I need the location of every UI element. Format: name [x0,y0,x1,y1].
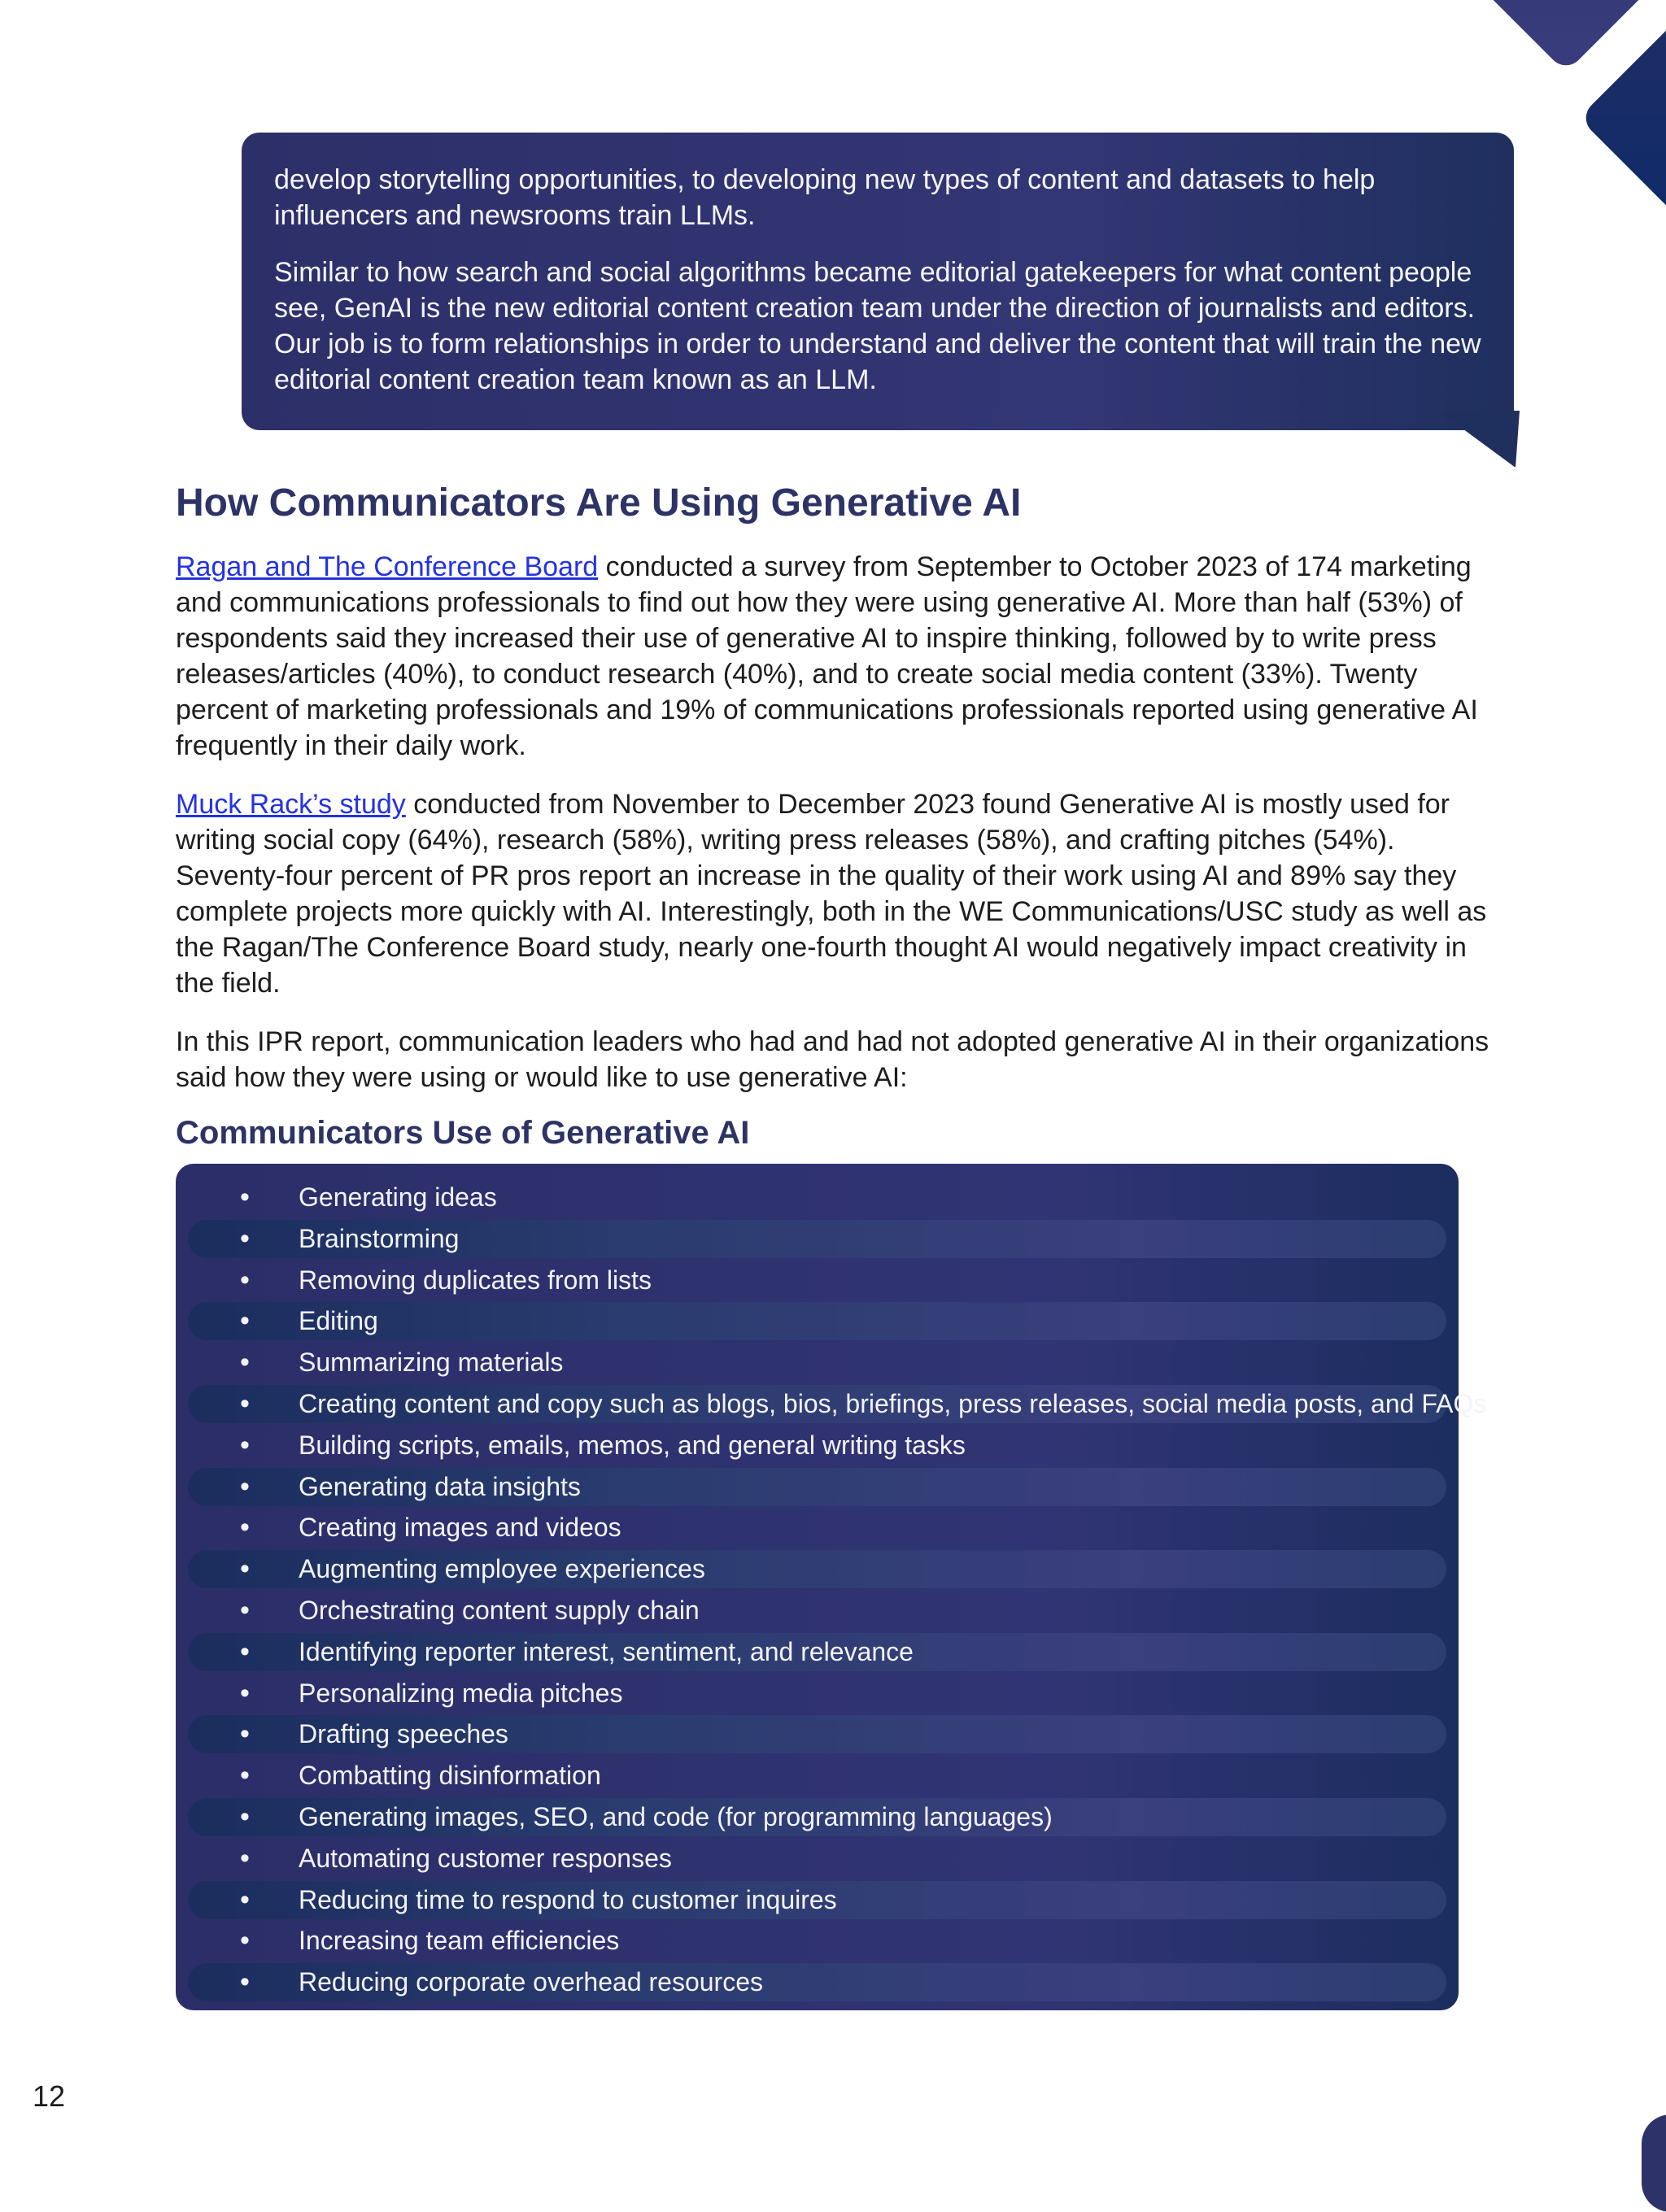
list-item [188,1840,1446,1878]
quote-paragraph-1: develop storytelling opportunities, to developing new types of content and datasets to help influencers and newsrooms train LLMs. [274,164,1376,231]
list-item-text: Increasing team efficiencies [299,1926,620,1956]
decorative-corner-shape-bottom [1642,2114,1666,2212]
list-item-text: Reducing corporate overhead resources [299,1967,763,1997]
bullet-icon: • [240,1429,250,1461]
muck-rack-study-link[interactable]: Muck Rack’s study [176,789,406,820]
list-item-text: Automating customer responses [299,1843,672,1873]
list-item [188,1220,1446,1258]
bullet-icon: • [240,1677,250,1709]
list-item [188,1881,1446,1919]
list-item [188,1757,1446,1795]
list-item-text: Generating ideas [299,1182,497,1212]
list-item-text: Augmenting employee experiences [299,1554,705,1584]
bullet-icon: • [240,1553,250,1585]
list-item [188,1550,1446,1588]
bullet-icon: • [240,1718,250,1750]
body-paragraph-ipr: In this IPR report, communication leaders who had and had not adopted generative AI in their organizations said how they were using or would like to use generative AI: [176,1026,1489,1093]
bullet-icon: • [240,1387,250,1419]
list-item [188,1178,1446,1217]
list-item-text: Combatting disinformation [299,1761,601,1791]
list-item [188,1302,1446,1340]
bullet-icon: • [240,1512,250,1544]
bullet-icon: • [240,1760,250,1792]
list-item [188,1674,1446,1713]
body-paragraph-muck-rack [176,786,1498,1001]
page-number: 12 [33,2079,66,2113]
bullet-icon: • [240,1925,250,1957]
bullet-icon: • [240,1347,250,1378]
list-item-text: Summarizing materials [299,1348,564,1378]
section-heading: How Communicators Are Using Generative AI [176,481,1022,525]
list-item-text: Reducing time to respond to customer inquires [299,1884,837,1914]
generative-ai-use-list [188,1178,1487,2001]
body-paragraph-ragan [176,549,1498,764]
list-item-text: Drafting speeches [299,1719,508,1749]
list-item-text: Brainstorming [299,1223,460,1253]
list-item [188,1261,1446,1300]
list-item-text: Creating images and videos [299,1513,621,1543]
list-item [188,1343,1446,1382]
quote-callout-tail [1438,411,1520,468]
bullet-icon: • [240,1883,250,1915]
list-item-text: Creating content and copy such as blogs, bios, briefings, press releases, social media posts, and FAQs [299,1388,1487,1418]
list-item-text: Removing duplicates from lists [299,1265,652,1295]
list-item [188,1509,1446,1547]
bullet-icon: • [240,1222,250,1254]
list-heading: Communicators Use of Generative AI [176,1115,750,1151]
list-item-text: Orchestrating content supply chain [299,1595,700,1625]
list-item-text: Editing [299,1306,378,1336]
list-item-text: Building scripts, emails, memos, and general writing tasks [299,1430,966,1460]
bullet-icon: • [240,1470,250,1502]
list-item [188,1963,1446,2001]
list-item [188,1633,1446,1671]
quote-callout [242,133,1514,430]
list-item [188,1922,1446,1960]
list-item [188,1468,1446,1506]
bullet-icon: • [240,1182,250,1213]
bullet-icon: • [240,1305,250,1337]
generative-ai-use-list-panel [176,1164,1487,2010]
bullet-icon: • [240,1842,250,1874]
list-item-text: Identifying reporter interest, sentiment, and relevance [299,1636,914,1666]
muck-rack-paragraph-text: conducted from November to December 2023 found Generative AI is mostly used for writing social copy (64%), research (58%), writing press releases (58%), and crafting pitches (54%). Seventy-four percent of PR pros report an increase in the quality of their work using AI and 89% say they complete projects more quickly with AI. Interestingly, both in the WE Communications/USC study as well as the Ragan/The Conference Board study, nearly one-fourth thought AI would negatively impact creativity in the field. [176,789,1487,999]
bullet-icon: • [240,1635,250,1667]
ragan-conference-board-link[interactable]: Ragan and The Conference Board [176,551,599,582]
bullet-icon: • [240,1801,250,1832]
list-item [188,1385,1487,1423]
bullet-icon: • [240,1594,250,1626]
list-item [188,1592,1446,1630]
ragan-paragraph-text: conducted a survey from September to October 2023 of 174 marketing and communications professionals to find out how they were using generative AI. More than half (53%) of respondents said they increased their use of generative AI to inspire thinking, followed by to write press releases/articles (40%), to conduct research (40%), and to create social media content (33%). Twenty percent of marketing professionals and 19% of communications professionals reported using generative AI frequently in their daily work. [176,551,1478,761]
list-item-text: Personalizing media pitches [299,1678,623,1708]
quote-paragraph-2: Similar to how search and social algorithms became editorial gatekeepers for what content people see, GenAI is the new editorial content creation team under the direction of journalists and editors. Our job is to form relationships in order to understand and deliver the content that will train the new editorial content creation team known as an LLM. [274,257,1481,395]
list-item-text: Generating images, SEO, and code (for programming languages) [299,1801,1053,1831]
bullet-icon: • [240,1264,250,1295]
list-item [188,1715,1446,1753]
bullet-icon: • [240,1966,250,1998]
list-item [188,1798,1446,1836]
list-item [188,1426,1446,1465]
list-item-text: Generating data insights [299,1471,581,1501]
